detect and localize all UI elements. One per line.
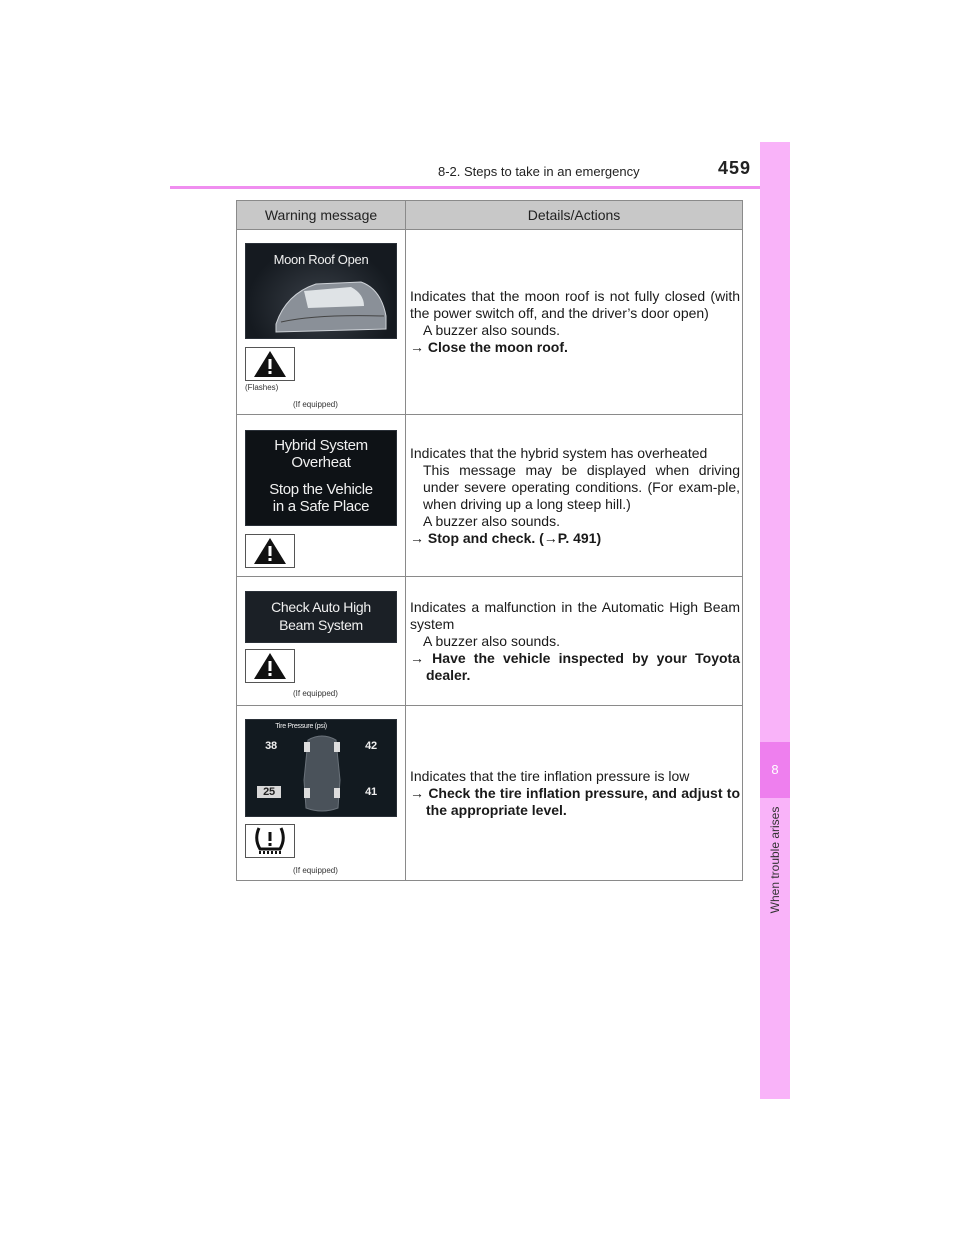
section-title: 8-2. Steps to take in an emergency	[438, 164, 640, 179]
arrow-icon: →	[410, 649, 424, 666]
description: Indicates that the hybrid system has overheated	[410, 444, 708, 461]
description: Indicates a malfunction in the Automatic High Beam system	[410, 598, 740, 632]
arrow-icon: →	[410, 529, 424, 546]
action	[410, 785, 740, 819]
table-row	[237, 706, 743, 881]
action-text: Check the tire inflation pressure, and adjust to the appropriate level.	[426, 784, 741, 818]
hybrid-overheat-display	[245, 430, 397, 526]
warning-table	[236, 200, 743, 881]
tire-rl-value: 25	[257, 786, 281, 798]
action	[410, 339, 740, 356]
sub-note: A buzzer also sounds.	[423, 512, 560, 529]
display-text: Beam System	[279, 617, 363, 633]
side-tab-label: When trouble arises	[768, 806, 782, 914]
warning-triangle-icon	[252, 651, 288, 681]
side-tab-number: 8	[760, 742, 790, 798]
tire-fr-value: 42	[365, 740, 377, 752]
sub-note: A buzzer also sounds.	[423, 632, 560, 649]
if-equipped-caption: (If equipped)	[293, 689, 338, 698]
action-text: Stop and check. (→P. 491)	[427, 529, 602, 546]
display-text: Stop the Vehicle	[269, 481, 373, 498]
col-warning-message: Warning message	[237, 201, 406, 230]
sub-note: This message may be displayed when driving under severe operating conditions. (For exam-ple, when driving up a long steep hill.)	[423, 461, 740, 512]
if-equipped-caption: (If equipped)	[293, 866, 338, 875]
tire-rr-value: 41	[365, 786, 377, 798]
details-cell	[406, 706, 743, 881]
warning-image-cell	[237, 577, 406, 706]
details-cell	[406, 230, 743, 415]
display-text: in a Safe Place	[272, 498, 370, 515]
display-text: Moon Roof Open	[273, 252, 369, 267]
action-text: Have the vehicle inspected by your Toyota dealer.	[426, 649, 740, 683]
warning-image-cell	[237, 706, 406, 881]
display-text: Hybrid System	[274, 437, 368, 454]
tire-fl-value: 38	[265, 740, 277, 752]
action-text: Close the moon roof.	[427, 339, 568, 355]
display-title: Tire Pressure (psi)	[275, 723, 327, 730]
tire-pressure-warning-box	[245, 824, 295, 858]
details-cell	[406, 577, 743, 706]
display-text: Check Auto High	[271, 599, 371, 615]
table-row	[237, 415, 743, 577]
description: Indicates that the tire inflation pressure is low	[410, 767, 690, 784]
car-roof-icon	[246, 244, 397, 339]
master-warning-box	[245, 649, 295, 683]
if-equipped-caption: (If equipped)	[293, 400, 338, 409]
tire-pressure-warning-icon	[250, 825, 290, 857]
arrow-icon: →	[410, 784, 424, 801]
flashes-caption: (Flashes)	[245, 383, 279, 392]
master-warning-box	[245, 534, 295, 568]
action	[410, 530, 740, 547]
tire-pressure-display	[245, 719, 397, 817]
col-details-actions: Details/Actions	[406, 201, 743, 230]
header-rule	[170, 186, 790, 189]
arrow-icon: →	[410, 339, 424, 355]
table-row	[237, 577, 743, 706]
display-text: Overheat	[291, 454, 351, 471]
warning-triangle-icon	[252, 536, 288, 566]
high-beam-display	[245, 591, 397, 643]
details-cell	[406, 415, 743, 577]
action	[410, 650, 740, 684]
moon-roof-display	[245, 243, 397, 339]
side-tab	[760, 142, 790, 1099]
page-number: 459	[718, 158, 752, 178]
warning-image-cell	[237, 230, 406, 415]
car-top-icon	[246, 720, 397, 817]
table-row	[237, 230, 743, 415]
warning-image-cell	[237, 415, 406, 577]
master-warning-box	[245, 347, 295, 381]
sub-note: A buzzer also sounds.	[423, 322, 560, 338]
description: Indicates that the moon roof is not fully closed (with the power switch off, and the driver’s door open)	[410, 288, 740, 321]
warning-triangle-icon	[252, 349, 288, 379]
table-header-row	[237, 201, 743, 230]
